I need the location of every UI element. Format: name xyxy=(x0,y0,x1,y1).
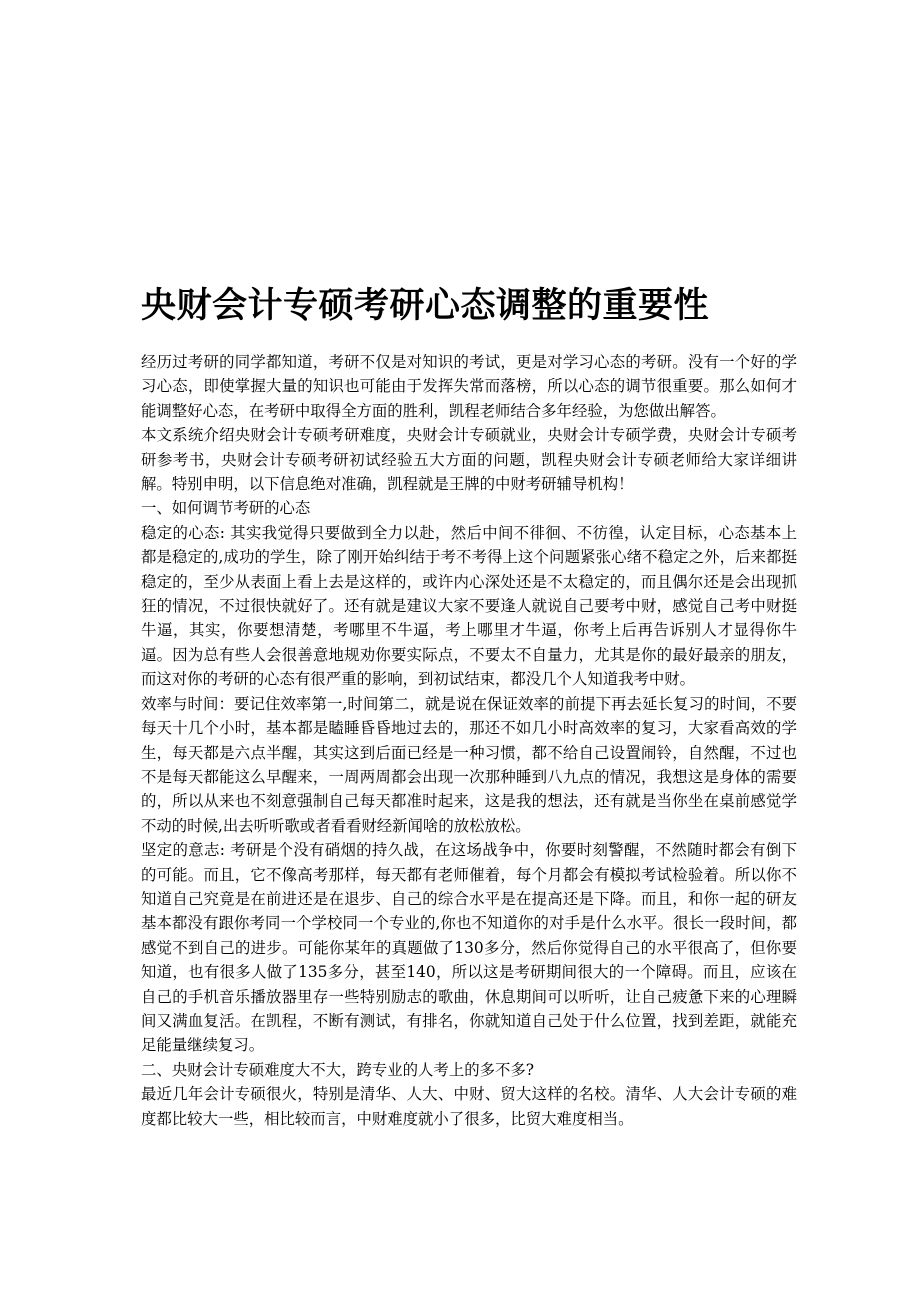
section-heading-2: 二、央财会计专硕难度大不大，跨专业的人考上的多不多? xyxy=(141,1060,535,1079)
overview-paragraph: 本文系统介绍央财会计专硕考研难度，央财会计专硕就业，央财会计专硕学费，央财会计专硕考研参考书，央财会计专硕考研初试经验五大方面的问题，凯程央财会计专硕老师给大家详细讲解。特别申明，以下信息绝对准确，凯程就是王牌的中财考研辅导机构！ xyxy=(141,426,797,494)
intro-paragraph: 经历过考研的同学都知道，考研不仅是对知识的考试，更是对学习心态的考研。没有一个好的学习心态，即使掌握大量的知识也可能由于发挥失常而落榜，所以心态的调节很重要。那么如何才能调整好心态，在考研中取得全方面的胜利，凯程老师结合多年经验，为您做出解答。 xyxy=(141,353,797,420)
document-page xyxy=(141,284,797,1131)
document-title: 央财会计专硕考研心态调整的重要性 xyxy=(141,286,710,326)
firm-will-paragraph: 坚定的意志: 考研是个没有硝烟的持久战，在这场战争中，你要时刻警醒，不然随时都会有倒下的可能。而且，它不像高考那样，每天都有老师催着，每个月都会有模拟考试检验着。所以你不知道自己究竟是在前进还是在退步、自己的综合水平是在提高还是下降。而且，和你一起的研友基本都没有跟你考同一个学校同一个专业的,你也不知道你的对手是什么水平。很长一段时间，都感觉不到自己的进步。可能你某年的真题做了130多分，然后你觉得自己的水平很高了，但你要知道，也有很多人做了135多分，甚至140，所以这是考研期间很大的一个障碍。而且，应该在自己的手机音乐播放器里存一些特别励志的歌曲，休息期间可以听听，让自己疲惫下来的心理瞬间又满血复活。在凯程，不断有测试，有排名，你就知道自己处于什么位置，找到差距，就能充足能量继续复习。 xyxy=(141,841,797,1055)
difficulty-paragraph: 最近几年会计专硕很火，特别是清华、人大、中财、贸大这样的名校。清华、人大会计专硕的难度都比较大一些，相比较而言，中财难度就小了很多，比贸大难度相当。 xyxy=(141,1085,797,1128)
efficiency-time-paragraph: 效率与时间：要记住效率第一,时间第二，就是说在保证效率的前提下再去延长复习的时间，不要每天十几个小时，基本都是瞌睡昏昏地过去的，那还不如几小时高效率的复习，大家看高效的学生，每天都是六点半醒，其实这到后面已经是一种习惯，都不给自己设置闹铃，自然醒，不过也不是每天都能这么早醒来，一周两周都会出现一次那种睡到八九点的情况，我想这是身体的需要的，所以从来也不刻意强制自己每天都准时起来，这是我的想法，还有就是当你坐在桌前感觉学不动的时候,出去听听歌或者看看财经新闻啥的放松放松。 xyxy=(141,694,797,835)
section-heading-1: 一、如何调节考研的心态 xyxy=(141,499,311,518)
stable-mindset-paragraph: 稳定的心态: 其实我觉得只要做到全力以赴，然后中间不徘徊、不彷徨，认定目标，心态基本上都是稳定的,成功的学生，除了刚开始纠结于考不考得上这个问题紧张心绪不稳定之外，后来都挺稳定的，至少从表面上看上去是这样的，或许内心深处还是不太稳定的，而且偶尔还是会出现抓狂的情况，不过很快就好了。还有就是建议大家不要逢人就说自己要考中财，感觉自己考中财挺牛逼，其实，你要想清楚，考哪里不牛逼，考上哪里才牛逼，你考上后再告诉别人才显得你牛逼。因为总有些人会很善意地规劝你要实际点，不要太不自量力，尤其是你的最好最亲的朋友，而这对你的考研的心态有很严重的影响，到初试结束，都没几个人知道我考中财。 xyxy=(141,523,797,689)
